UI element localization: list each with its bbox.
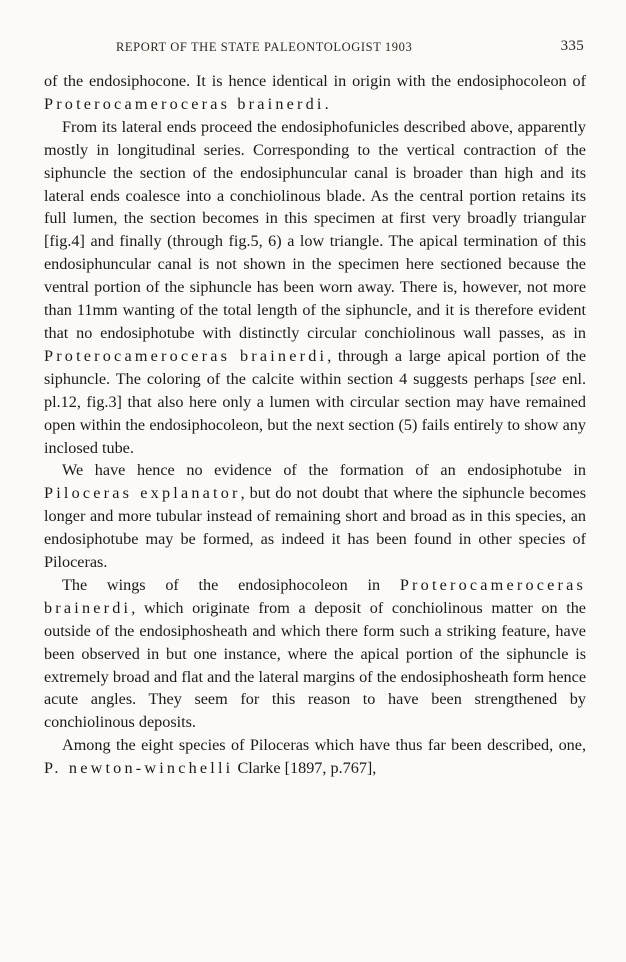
text-run: . bbox=[324, 94, 329, 113]
running-header bbox=[44, 38, 586, 60]
paragraph bbox=[44, 70, 586, 116]
species-name: Proterocameroceras brainerdi bbox=[44, 575, 586, 617]
text-run: enl. pl.12, fig.3] that also here only a lumen with circular section may have remained open within the endosiphocoleon, but the next section (5) fails entirely to show any inclosed tube. bbox=[44, 369, 586, 457]
text-run: We have hence no evidence of the formation of an endosiphotube in bbox=[62, 461, 586, 480]
italic-reference: see bbox=[535, 369, 557, 388]
paragraph bbox=[44, 116, 586, 460]
text-run: , which originate from a deposit of conchiolinous matter on the outside of the endosiphosheath and which there form such a striking feature, have been observed in but one instance, where the apical portion of the siphuncle is extremely broad and flat and the lateral margins of the endosiphosheath form hence acute angles. They seem for this reason to have been strengthened by conchiolinous deposits. bbox=[44, 598, 586, 732]
species-name: Proterocameroceras brainerdi bbox=[44, 346, 328, 365]
paragraph bbox=[44, 459, 586, 574]
text-run: , but do not doubt that where the siphuncle becomes longer and more tubular instead of remaining short and broad as in this species, an endosiphotube may be formed, as indeed it has been found in other species of Piloceras. bbox=[44, 484, 587, 572]
text-run: , through a large apical portion of the siphuncle. The coloring of the calcite within section 4 suggests perhaps [ bbox=[44, 346, 586, 388]
text-run: Among the eight species of Piloceras which have thus far been described, one, bbox=[62, 736, 586, 755]
paragraph bbox=[44, 574, 586, 734]
text-run: From its lateral ends proceed the endosiphofunicles described above, apparently mostly in longitudinal series. Corresponding to the vertical contraction of the siphuncle the section of the endosiphuncular canal is broader than high and its lateral ends coalesce into a conchiolinous blade. As the central portion retains its full lumen, the section becomes in this specimen at first very broadly triangular [fig.4] and finally (through fig.5, 6) a low triangle. The apical termination of this endosiphuncular canal is not shown in the specimen here sectioned because the ventral portion of the siphuncle has been worn away. There is, however, not more than 11mm wanting of the total length of the siphuncle, and it is therefore evident that no endosiphotube with distinctly circular conchiolinous wall passes, as in bbox=[44, 117, 586, 342]
header-title: REPORT OF THE STATE PALEONTOLOGIST 1903 bbox=[116, 40, 413, 54]
species-name: Piloceras explanator bbox=[44, 484, 241, 503]
text-run: Clarke [1897, p.767], bbox=[233, 759, 377, 778]
page-number: 335 bbox=[560, 38, 584, 54]
body-text bbox=[44, 70, 586, 780]
text-run: The wings of the endosiphocoleon in bbox=[62, 575, 400, 594]
text-run: of the endosiphocone. It is hence identical in origin with the endosiphocoleon of bbox=[44, 72, 586, 90]
paragraph bbox=[44, 734, 586, 780]
document-page bbox=[44, 38, 586, 780]
species-name: P. newton-winchelli bbox=[44, 759, 234, 778]
species-name: Proterocameroceras brainerdi bbox=[44, 94, 325, 113]
